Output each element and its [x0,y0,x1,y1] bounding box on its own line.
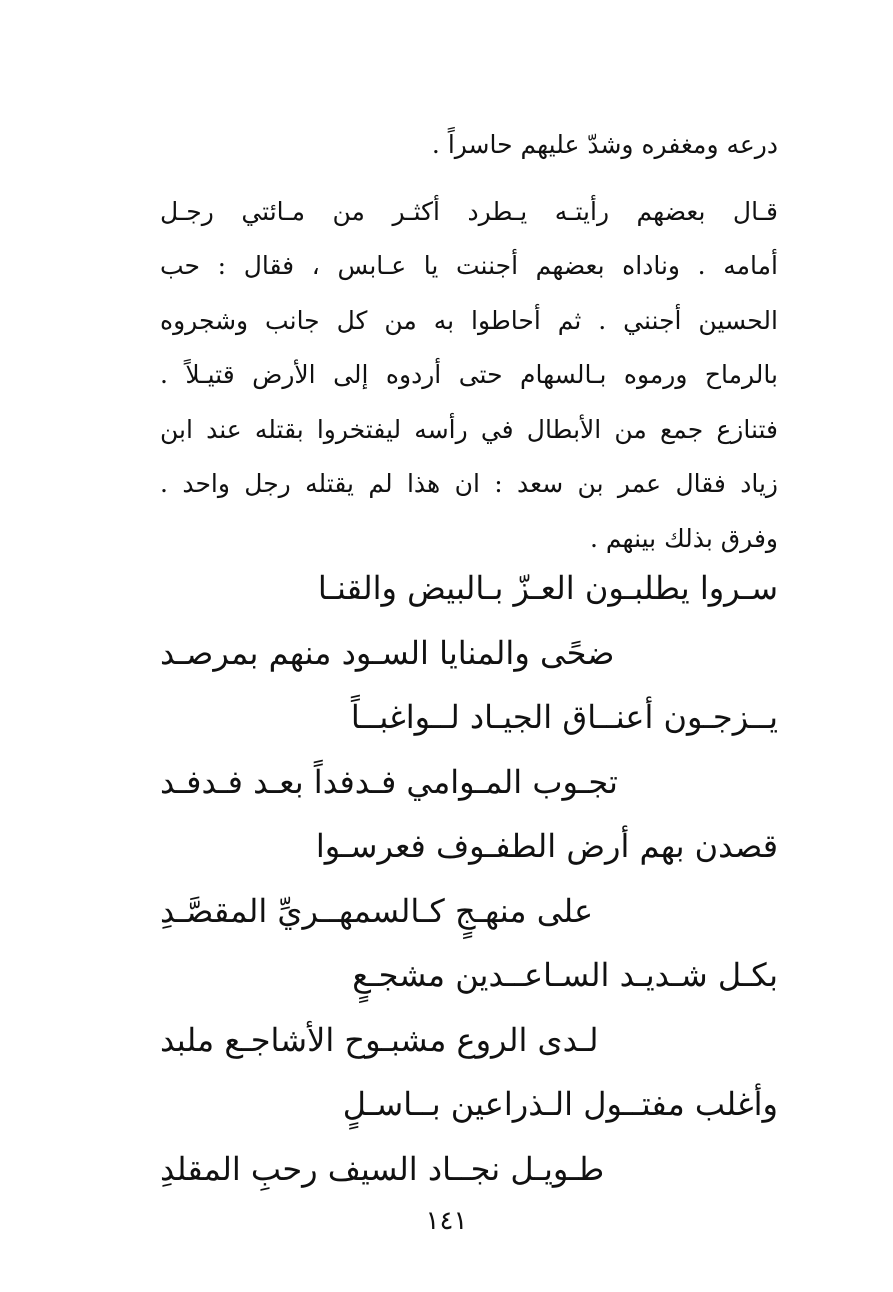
poem-verse: على منهـجٍ كـالسمهــريِّ المقصَّـدِ [160,891,594,930]
poem-verse: ضحًى والمنايا السـود منهم بمرصـد [160,633,615,672]
prose-line: فتنازع جمع من الأبطال في رأسه ليفتخروا بقتله عند ابن [160,414,778,444]
poem-verse: لـدى الروع مشبـوح الأشاجـع ملبد [160,1020,599,1059]
prose-line: درعه ومغفره وشدّ عليهم حاسراً . [431,130,778,159]
prose-line: قـال بعضهم رأيتـه يـطرد أكثـر من مـائتي رجـل [160,196,778,226]
page-number: ١٤١ [425,1206,468,1236]
poem-verse: تجـوب المـوامي فـدفداً بعـد فـدفـد [160,762,618,801]
paragraph-gap [160,173,778,185]
poem-verse: طـويـل نجــاد السيف رحبِ المقلدِ [160,1149,605,1188]
prose-paragraph [160,118,778,566]
poem-verse: قصدن بهم أرض الطفـوف فعرسـوا [315,827,778,865]
prose-line: بالرماح ورموه بـالسهام حتى أردوه إلى الأرض قتيـلاً . [160,360,778,389]
prose-line: الحسين أجنني . ثم أحاطوا به من كل جانب وشجروه [160,305,778,335]
poem-verse: يــزجـون أعنــاق الجيـاد لــواغبــاً [350,698,778,736]
poem-verse: سـروا يطلبـون العـزّ بـالبيض والقنـا [317,569,778,607]
prose-line: زياد فقال عمر بن سعد : ان هذا لم يقتله رجل واحد . [160,469,778,498]
prose-line: وفرق بذلك بينهم . [590,523,778,553]
poem [160,556,778,1201]
poem-verse: وأغلب مفتــول الـذراعين بــاسـلٍ [342,1085,778,1123]
prose-line: أمامه . وناداه بعضهم أجننت يا عـابس ، فقال : حب [160,251,778,280]
poem-verse: بكـل شـديـد السـاعــدين مشجـعٍ [352,956,778,994]
